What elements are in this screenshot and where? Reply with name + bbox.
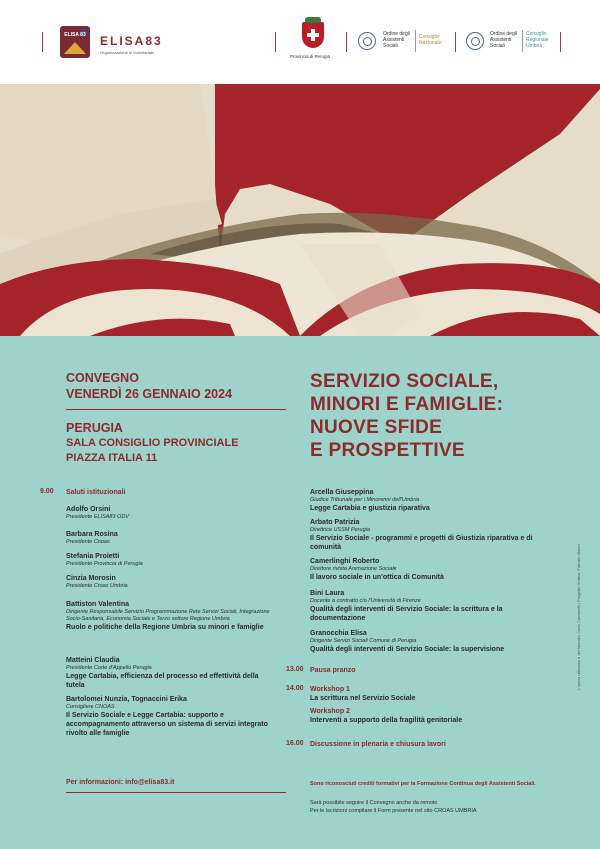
title-line: NUOVE SFIDE bbox=[310, 417, 443, 438]
speaker-role: Presidente Corte d'Appello Perugia bbox=[66, 665, 152, 671]
divider bbox=[560, 32, 561, 52]
divider bbox=[455, 32, 456, 52]
speaker bbox=[310, 557, 540, 582]
speaker bbox=[66, 695, 276, 738]
event-date: VENERDÌ 26 GENNAIO 2024 bbox=[66, 387, 233, 401]
side-credit: L'opera utilizzata è del Maestro Carlo Carminelli | Progetto Grafico: Fabrizio Marini bbox=[576, 544, 581, 690]
speaker-role: Direttrice USSM Perugia bbox=[310, 527, 370, 533]
speaker-role: Giudice Tribunale per i Minorenni dell'Umbria bbox=[310, 497, 420, 503]
elisa-logo-icon bbox=[60, 26, 90, 58]
talk-topic: Qualità degli interventi di Servizio Sociale: la supervisione bbox=[310, 646, 505, 653]
slot-label: Discussione in plenaria e chiusura lavori bbox=[310, 741, 446, 748]
speaker-name: Arcella Giuseppina bbox=[310, 489, 374, 496]
speaker-role: Consigliere CNOAS bbox=[66, 704, 115, 710]
speaker-name: Camerlinghi Roberto bbox=[310, 558, 380, 565]
separator bbox=[66, 409, 286, 410]
title-line: MINORI E FAMIGLIE: bbox=[310, 394, 504, 415]
divider bbox=[346, 32, 347, 52]
workshop-label: Workshop 2 bbox=[310, 708, 350, 715]
speaker-name: Matteini Claudia bbox=[66, 657, 120, 664]
speaker bbox=[310, 589, 540, 623]
speaker-role: Docente a contratto c/o l'Università di Firenze bbox=[310, 598, 421, 604]
talk-topic: Qualità degli interventi di Servizio Sociale: la scrittura e la documentazione bbox=[310, 606, 503, 622]
speaker-name: Arbato Patrizia bbox=[310, 519, 360, 526]
divider bbox=[42, 32, 43, 52]
talk-topic: Ruolo e politiche della Regione Umbria su minori e famiglie bbox=[66, 624, 264, 631]
elisa-name: ELISA83 bbox=[100, 34, 163, 48]
provincia-crest-icon bbox=[302, 22, 324, 48]
conference-title bbox=[310, 370, 503, 462]
speaker bbox=[66, 600, 276, 632]
talk-topic: Il Servizio Sociale e Legge Cartabia: supporto e accompagnamento attraverso un sistema di servizi integrato rivolto alle famiglie bbox=[66, 712, 268, 737]
speaker bbox=[310, 518, 540, 552]
time-label: 16.00 bbox=[286, 740, 304, 747]
remote-note: Sarà possibile seguire il Convegno anche da remoto bbox=[310, 800, 438, 806]
talk-topic: Il lavoro sociale in un'ottica di Comunità bbox=[310, 574, 444, 581]
contact-info: Per informazioni: info@elisa83.it bbox=[66, 779, 175, 786]
ordine-sub-line: Consiglio bbox=[419, 34, 440, 40]
speaker-role: Presidente ELISA83 ODV bbox=[66, 514, 129, 520]
credits-note: Sono riconosciuti crediti formativi per la Formazione Continua degli Assistenti Sociali. bbox=[310, 781, 536, 787]
time-label: 14.00 bbox=[286, 685, 304, 692]
talk-topic: Il Servizio Sociale - programmi e progetti di Giustizia riparativa e di comunità bbox=[310, 535, 533, 551]
speaker-name: Barbara Rosina bbox=[66, 531, 118, 538]
divider bbox=[415, 30, 416, 52]
speaker-role: Presidente Cnoas bbox=[66, 539, 110, 545]
speaker-name: Stefania Proietti bbox=[66, 553, 120, 560]
ordine-sub-line: Nazionale bbox=[419, 40, 442, 46]
ordine-umbria-emblem-icon bbox=[466, 32, 484, 50]
provincia-name: Provincia di Perugia bbox=[290, 54, 331, 59]
event-city: PERUGIA bbox=[66, 421, 123, 435]
speaker bbox=[310, 488, 540, 513]
speaker bbox=[310, 629, 540, 654]
ordine-line: Ordine degli bbox=[490, 31, 517, 37]
speaker-name: Bartolomei Nunzia, Tognaccini Erika bbox=[66, 696, 187, 703]
speaker-name: Bini Laura bbox=[310, 590, 345, 597]
ordine-nazionale-emblem-icon bbox=[358, 32, 376, 50]
speaker-name: Granocchia Elisa bbox=[310, 630, 367, 637]
time-label: 13.00 bbox=[286, 666, 304, 673]
event-address: PIAZZA ITALIA 11 bbox=[66, 452, 158, 464]
workshop-topic: La scrittura nel Servizio Sociale bbox=[310, 695, 416, 702]
ordine-umbria-name bbox=[490, 31, 526, 49]
workshop-topic: Interventi a supporto della fragilità genitoriale bbox=[310, 717, 463, 724]
title-line: SERVIZIO SOCIALE, bbox=[310, 371, 499, 392]
speaker-name: Adolfo Orsini bbox=[66, 506, 111, 513]
slot-label: Pausa pranzo bbox=[310, 667, 356, 674]
ordine-sub-line: Regionale bbox=[526, 37, 549, 43]
elisa-badge-text: ELISA 83 bbox=[64, 32, 86, 38]
title-line: E PROSPETTIVE bbox=[310, 440, 465, 461]
ordine-line: Assistenti bbox=[383, 37, 405, 43]
speaker-role: Dirigente Responsabile Servizio Programmazione Rete Servizi Sociali, Integrazione Socio-Sanitaria, Economia Sociale e Terzo settore Regione Umbria bbox=[66, 609, 270, 622]
header bbox=[0, 0, 600, 84]
speaker-name: Cinzia Morosin bbox=[66, 575, 116, 582]
speaker bbox=[66, 505, 276, 521]
ordine-line: Sociali bbox=[383, 43, 398, 49]
ordine-sub-line: Consiglio bbox=[526, 31, 547, 37]
artwork-image bbox=[0, 84, 600, 336]
ordine-umbria-sub bbox=[526, 31, 562, 49]
event-label: CONVEGNO bbox=[66, 371, 139, 385]
time-label: 9.00 bbox=[40, 488, 54, 495]
speaker-role: Dirigente Servizi Sociali Comune di Perugia bbox=[310, 638, 417, 644]
speaker bbox=[66, 552, 276, 568]
ordine-line: Assistenti bbox=[490, 37, 512, 43]
divider bbox=[275, 32, 276, 52]
elisa-subtitle: Organizzazione di Volontariato bbox=[100, 50, 155, 55]
speaker bbox=[66, 574, 276, 590]
workshop-label: Workshop 1 bbox=[310, 686, 350, 693]
slot-label: Saluti istituzionali bbox=[66, 489, 126, 496]
event-venue: SALA CONSIGLIO PROVINCIALE bbox=[66, 437, 239, 449]
ordine-nazionale-name bbox=[383, 31, 419, 49]
ordine-line: Sociali bbox=[490, 43, 505, 49]
ordine-nazionale-sub bbox=[419, 34, 455, 46]
separator bbox=[66, 792, 286, 793]
speaker bbox=[66, 656, 276, 690]
talk-topic: Legge Cartabia e giustizia riparativa bbox=[310, 505, 430, 512]
talk-topic: Legge Cartabia, efficienza del processo ed effettività della tutela bbox=[66, 673, 259, 689]
speaker bbox=[66, 530, 276, 546]
registration-note: Per le iscrizioni compilare il Form presente nel sito CROAS UMBRIA bbox=[310, 808, 477, 814]
ordine-line: Ordine degli bbox=[383, 31, 410, 37]
ordine-sub-line: Umbria bbox=[526, 43, 543, 49]
divider bbox=[522, 30, 523, 52]
speaker-role: Presidente Provincia di Perugia bbox=[66, 561, 143, 567]
speaker-role: Direttore rivista Animazione Sociale bbox=[310, 566, 397, 572]
speaker-name: Battiston Valentina bbox=[66, 601, 130, 608]
speaker-role: Presidente Croas Umbria bbox=[66, 583, 128, 589]
